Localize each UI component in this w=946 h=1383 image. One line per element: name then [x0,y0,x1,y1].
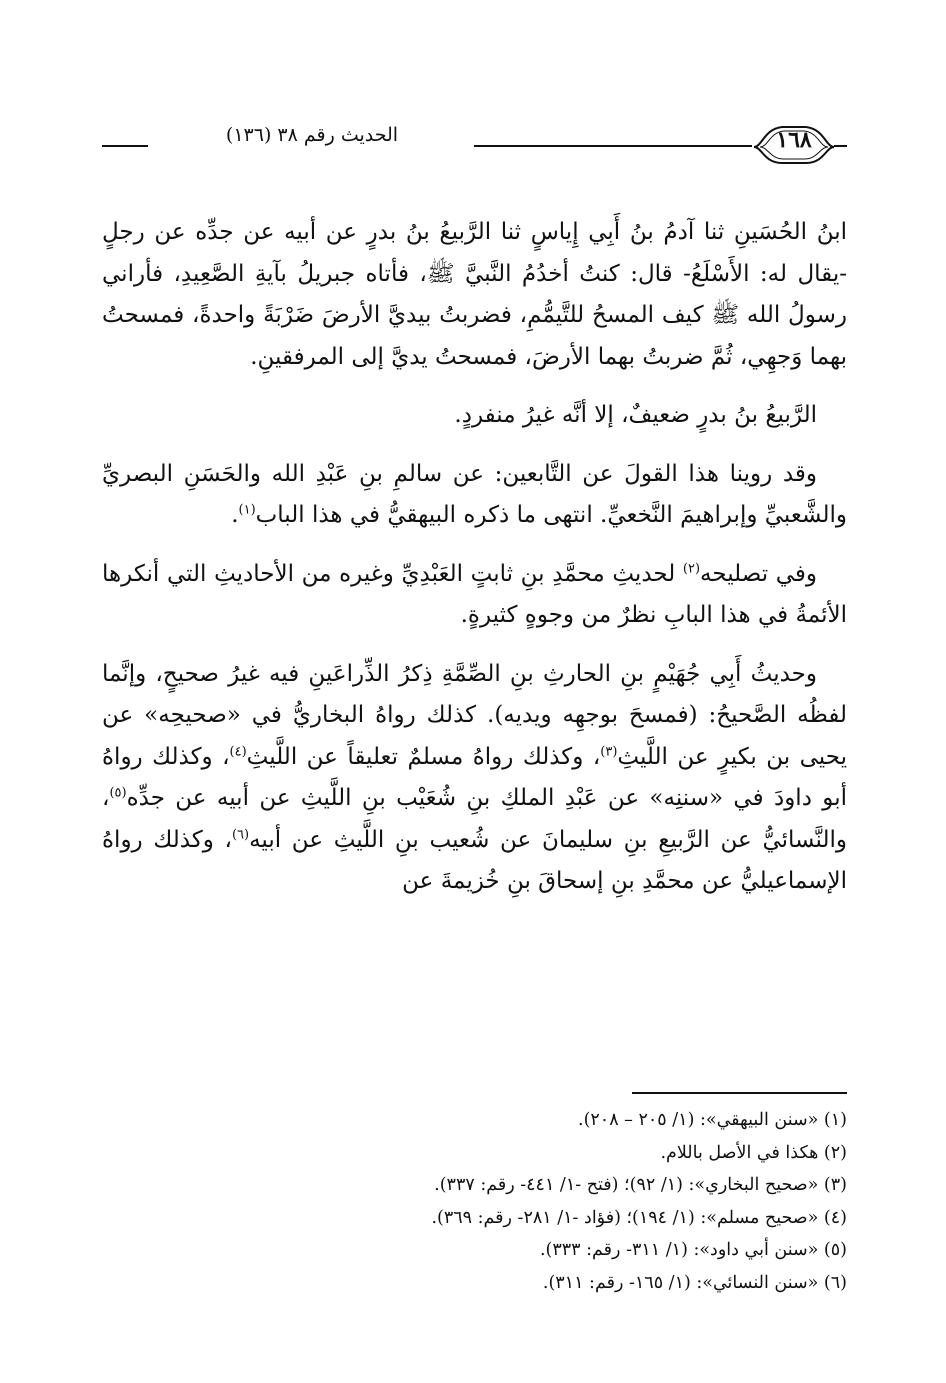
main-text [102,212,847,920]
page-number-cartouche [752,121,836,165]
footnote: (٥) «سنن أبي داود»: (١/ ٣١١- رقم: ٣٣٣). [539,1240,847,1260]
footnote-ref[interactable]: (٤) [229,743,247,759]
paragraph: وحديثُ أَبِي جُهَيْمٍ بنِ الحارثِ بنِ الصِّمَّةِ ذِكرُ الذِّراعَينِ فيه غيرُ صحيحٍ، وإنَّما لفظُه الصَّحيحُ: (فمسحَ بوجهِه ويديه). كذلك رواهُ البخاريُّ في «صحيحِه» عن يحيى بن بكيرٍ عن اللَّيثِ$^{(٣)}$، وكذلك رواهُ مسلمٌ تعليقاً عن اللَّيثِ$^{(٤)}$، وكذلك رواهُ أبو داودَ في «سننِه» عن عَبْدِ الملكِ بنِ شُعَيْب بنِ اللَّيثِ عن أبيه عن جدِّه$^{(٥)}$، والنَّسائيُّ عن الرَّبيعِ بنِ سليمانَ عن شُعيب بنِ اللَّيثِ عن أبيه$^{(٦)}$، وكذلك رواهُ الإسماعيليُّ عن محمَّدِ بنِ إسحاقَ بنِ خُزيمةَ عن [102,660,847,894]
footnote-ref[interactable]: (١) [238,502,256,518]
footnote: (١) «سنن البيهقي»: (١/ ٢٠٥ – ٢٠٨). [578,1110,847,1130]
footnote-ref[interactable]: (٣) [600,743,618,759]
header-rule [834,145,847,147]
header-rule [102,145,148,147]
footnote: (٤) «صحيح مسلم»: (١/ ١٩٤)؛ (فؤاد -١/ ٢٨١- رقم: ٣٦٩). [431,1207,847,1228]
footnote: (٣) «صحيح البخاري»: (١/ ٩٢)؛ (فتح -١/ ٤٤١- رقم: ٣٣٧). [434,1175,847,1195]
running-title: الحديث رقم ٣٨ (١٣٦) [225,124,399,146]
footnote-ref[interactable]: (٥) [109,785,127,801]
footnote-separator [632,1092,847,1094]
paragraph: وقد روينا هذا القولَ عن التَّابعين: عن سالمِ بنِ عَبْدِ الله والحَسَنِ البصريِّ والشَّعبيِّ وإبراهيمَ النَّخعيِّ. انتهى ما ذكره البيهقيُّ في هذا الباب$^{(١)}$. [102,460,847,528]
page-number: ١٦٨ [776,127,812,153]
footnote: (٢) هكذا في الأصل باللام. [660,1142,847,1163]
page-header [102,118,847,154]
header-rule [474,145,752,147]
footnotes [102,1104,847,1299]
footnote-ref[interactable]: (٦) [231,826,250,842]
paragraph: ابنُ الحُسَينِ ثنا آدمُ بنُ أَبِي إِياسٍ ثنا الرَّبيعُ بنُ بدرٍ عن أبيه عن جدِّه عن رجلٍ -يقال له: الأَسْلَعُ- قال: كنتُ أخدُمُ النَّبيَّ ﷺ، فأتاه جبريلُ بآيةِ الصَّعِيدِ، فأراني رسولُ الله ﷺ كيف المسحُ للتَّيمُّمِ، فضربتُ بيديَّ الأرضَ ضَرْبَةً واحدةً، فمسحتُ بهما وَجهِي، ثُمَّ ضربتُ بهما الأرضَ، فمسحتُ يديَّ إلى المرفقينِ. [102,219,847,370]
footnote-ref[interactable]: (٢) [682,560,701,576]
paragraph: وفي تصليحه$^{(٢)}$ لحديثِ محمَّدِ بنِ ثابتٍ العَبْدِيِّ وغيره من الأحاديثِ التي أنكرها الأئمةُ في هذا البابِ نظرٌ من وجوهٍ كثيرةٍ. [102,560,847,628]
paragraph: الرَّبيعُ بنُ بدرٍ ضعيفٌ، إلا أنَّه غيرُ منفردٍ. [454,402,817,428]
footnote: (٦) «سنن النسائي»: (١/ ١٦٥- رقم: ٣١١). [542,1272,847,1293]
